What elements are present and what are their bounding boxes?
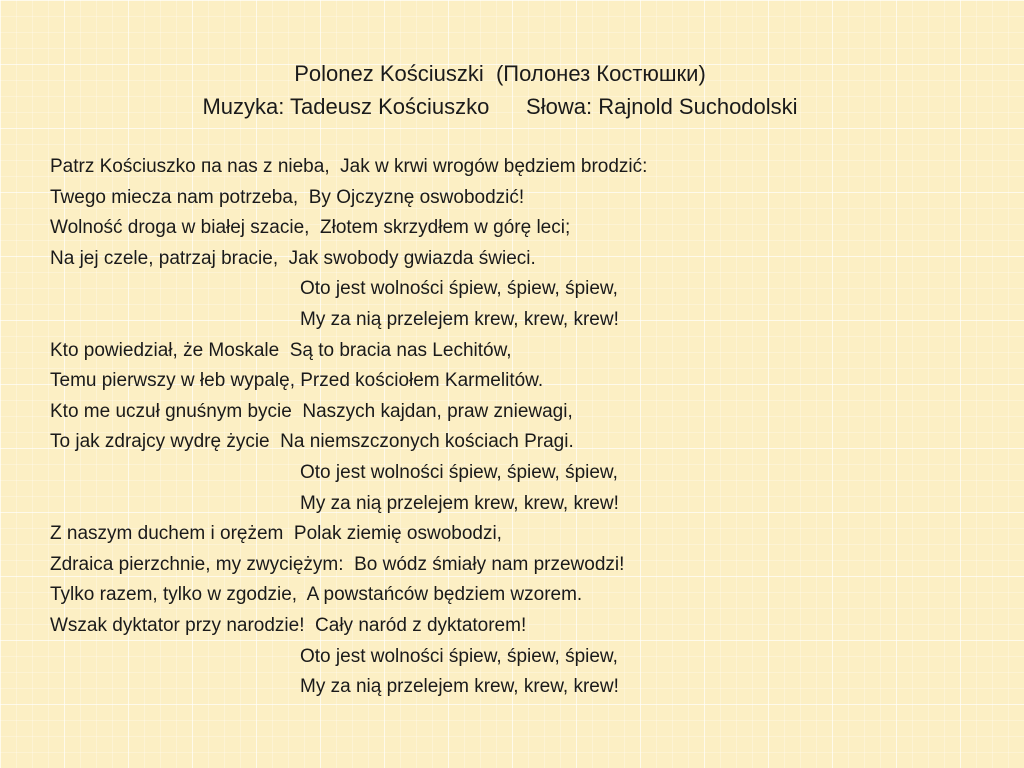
verse-line: Wolność droga w białej szacie, Złotem skrzydłem w górę leci; — [50, 217, 571, 239]
song-credits: Muzyka: Tadeusz Kościuszko Słowa: Rajnold Suchodolski — [202, 94, 798, 119]
verse-line: Kto powiedział, że Moskale Są to bracia nas Lechitów, — [50, 339, 512, 361]
verse-line: Tylko razem, tylko w zgodzie, A powstańców będziem wzorem. — [50, 584, 583, 606]
refrain-line: My za nią przelejem krew, krew, krew! — [300, 308, 619, 330]
verse-line: To jak zdrajcy wydrę życie Na niemszczonych kościach Pragi. — [50, 431, 574, 453]
verse-line: Kto me uczuł gnuśnym bycie Naszych kajdan, praw zniewagi, — [50, 400, 573, 422]
verse-line: Patrz Kościuszko па nas z nieba, Jak w krwi wrogów będziem brodzić: — [50, 156, 648, 177]
verse-line: Zdraica pierzchnie, my zwyciężym: Bo wódz śmiały nam przewodzi! — [50, 553, 625, 575]
lyrics-body — [50, 152, 1000, 703]
verse-line: Twego miecza nam potrzeba, By Ojczyznę oswobodzić! — [50, 186, 525, 208]
song-title: Polonez Kościuszki (Полонез Костюшки) — [294, 61, 706, 86]
refrain-line: Oto jest wolności śpiew, śpiew, śpiew, — [300, 461, 618, 483]
verse-line: Z naszym duchem i orężem Polak ziemię oswobodzi, — [50, 523, 502, 545]
verse-line: Na jej czele, patrzaj bracie, Jak swobody gwiazda świeci. — [50, 247, 536, 269]
refrain-line: Oto jest wolności śpiew, śpiew, śpiew, — [300, 278, 618, 300]
verse-line: Wszak dyktator przy narodzie! Cały naród z dyktatorem! — [50, 614, 527, 636]
refrain-line: My za nią przelejem krew, krew, krew! — [300, 492, 619, 514]
verse-line: Temu pierwszy w łeb wypalę, Przed kościołem Karmelitów. — [50, 370, 544, 392]
refrain-line: My za nią przelejem krew, krew, krew! — [300, 676, 619, 698]
refrain-line: Oto jest wolności śpiew, śpiew, śpiew, — [300, 645, 618, 667]
